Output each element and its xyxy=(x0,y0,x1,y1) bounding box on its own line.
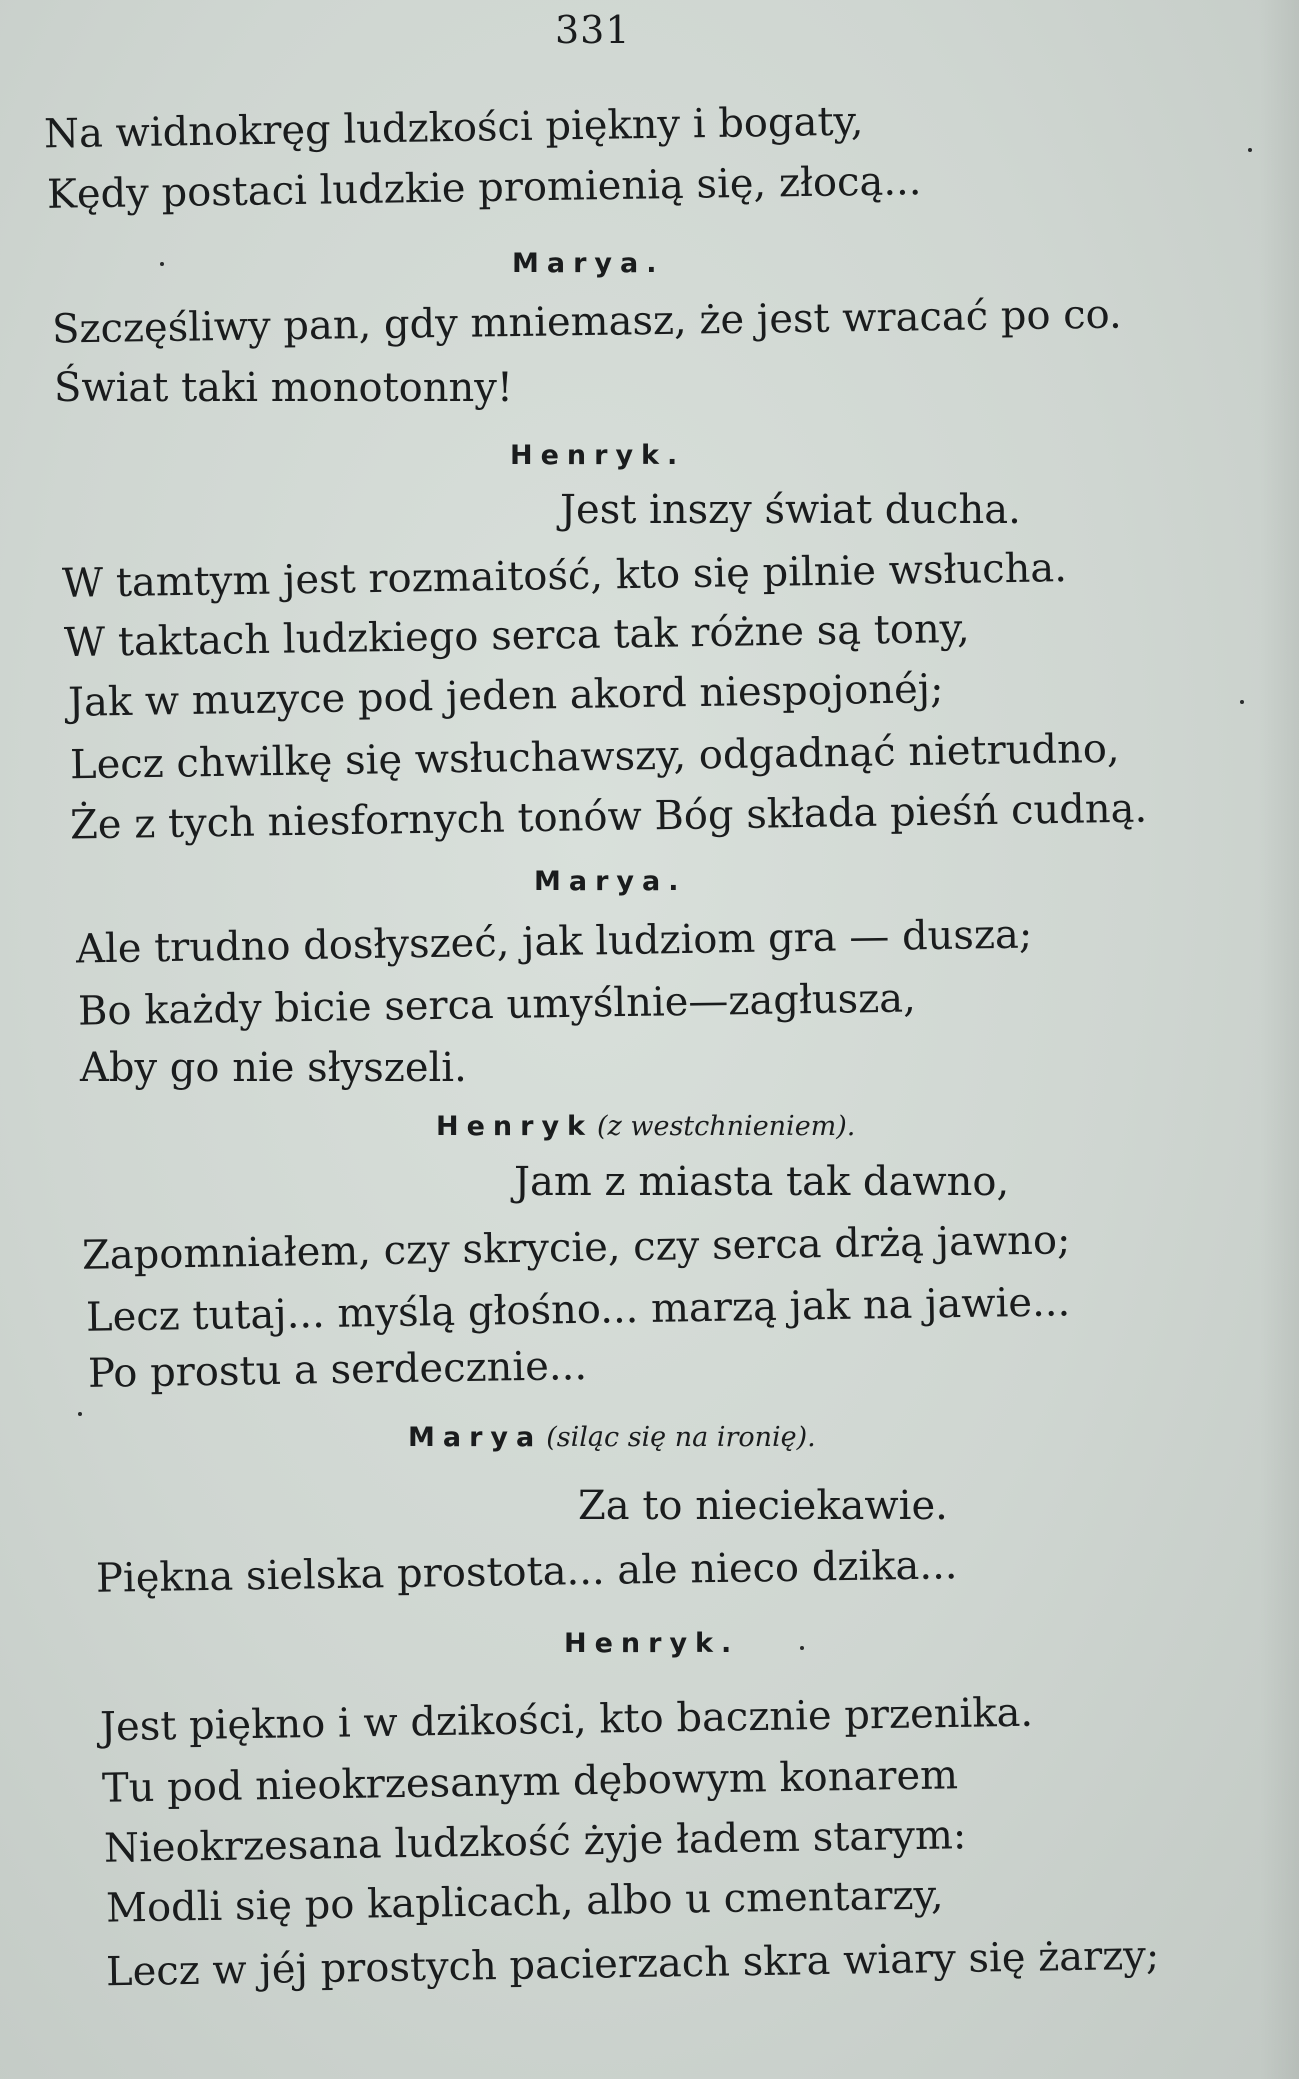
paper-speck xyxy=(1248,148,1252,152)
stage-direction: (z westchnieniem). xyxy=(597,1111,856,1142)
speaker-direction-line xyxy=(408,1424,816,1451)
verse-line: Nieokrzesana ludzkość żyje ładem starym: xyxy=(103,1812,967,1872)
verse-line: Ale trudno dosłyszeć, jak ludziom gra — dusza; xyxy=(75,911,1033,973)
verse-line: W tamtym jest rozmaitość, kto się pilnie wsłucha. xyxy=(61,545,1068,607)
verse-line: Kędy postaci ludzkie promienią się, złocą... xyxy=(46,158,922,218)
paper-speck xyxy=(1240,700,1244,704)
verse-line: Aby go nie słyszeli. xyxy=(80,1045,467,1091)
verse-line: Jest inszy świat ducha. xyxy=(560,487,1021,533)
speaker-name: Marya xyxy=(408,1422,543,1453)
verse-line: Świat taki monotonny! xyxy=(54,365,513,411)
verse-line: Że z tych niesfornych tonów Bóg składa pieśń cudną. xyxy=(69,785,1148,849)
verse-line: Lecz tutaj... myślą głośno... marzą jak na jawie... xyxy=(85,1279,1071,1341)
verse-line: W taktach ludzkiego serca tak różne są tony, xyxy=(63,605,971,667)
stage-direction: (siląc się na ironię). xyxy=(546,1422,816,1453)
verse-line: Szczęśliwy pan, gdy mniemasz, że jest wracać po co. xyxy=(51,291,1123,353)
paper-speck xyxy=(800,1646,804,1650)
speaker-direction-line xyxy=(436,1113,855,1140)
verse-line: Tu pod nieokrzesanym dębowym konarem xyxy=(101,1752,959,1812)
paper-speck xyxy=(78,1412,82,1416)
verse-line: Jest piękno i w dzikości, kto bacznie przenika. xyxy=(99,1689,1034,1751)
verse-line: Zapomniałem, czy skrycie, czy serca drżą jawno; xyxy=(81,1217,1071,1279)
paper-speck xyxy=(160,262,164,266)
verse-line: Za to nieciekawie. xyxy=(578,1483,948,1529)
speaker-name: Marya. xyxy=(512,248,665,279)
speaker-name: Marya. xyxy=(534,866,687,897)
speaker-name: Henryk. xyxy=(564,1628,740,1659)
page-edge-shadow xyxy=(1259,0,1299,2079)
verse-line: Lecz chwilkę się wsłuchawszy, odgadnąć nietrudno, xyxy=(69,725,1120,789)
verse-line: Lecz w jéj prostych pacierzach skra wiary się żarzy; xyxy=(105,1932,1160,1996)
verse-line: Jam z miasta tak dawno, xyxy=(514,1159,1010,1205)
verse-line: Jak w muzyce pod jeden akord niespojonéj; xyxy=(67,666,944,726)
speaker-name: Henryk xyxy=(436,1111,594,1142)
verse-line: Piękna sielska prostota... ale nieco dzika... xyxy=(95,1542,958,1602)
speaker-name: Henryk. xyxy=(510,440,686,471)
verse-line: Na widnokręg ludzkości piękny i bogaty, xyxy=(43,98,864,158)
verse-line: Modli się po kaplicach, albo u cmentarzy, xyxy=(105,1872,944,1932)
verse-line: Bo każdy bicie serca umyślnie—zagłusza, xyxy=(77,975,917,1035)
page-number: 331 xyxy=(555,8,631,52)
verse-line: Po prostu a serdecznie... xyxy=(87,1343,588,1397)
